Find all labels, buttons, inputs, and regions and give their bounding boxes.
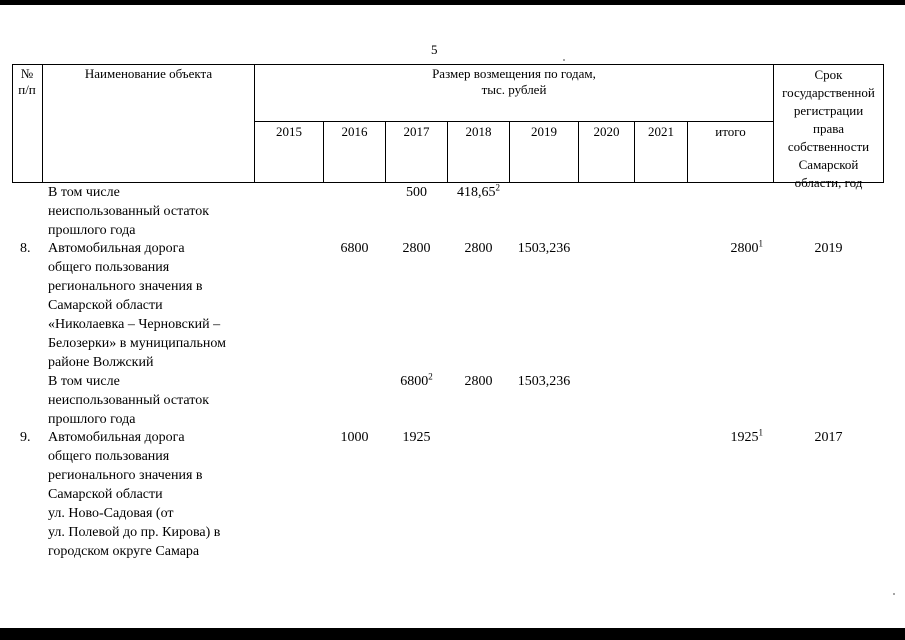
header-top-border: [12, 64, 884, 65]
value-2016: 1000: [340, 430, 369, 445]
object-name: В том числе неиспользованный остаток прошлого года: [48, 185, 209, 238]
value-total: 1925$^1$: [730, 427, 763, 445]
value-2019: 1503,236: [517, 374, 571, 389]
header-num: № п/п: [18, 66, 36, 97]
scan-border-top: [0, 0, 905, 5]
footnote-mark: 1: [758, 238, 763, 249]
registration-year: 2019: [814, 241, 843, 256]
header-total: итого: [715, 124, 746, 139]
footnote-mark: 2: [495, 182, 500, 193]
footnote-mark: 1: [758, 427, 763, 438]
year-2017: 2017: [403, 124, 430, 139]
value-2018: 2800: [464, 241, 493, 256]
value-2019: 1503,236: [517, 241, 571, 256]
col-border: [883, 64, 884, 183]
object-name: Автомобильная дорога общего пользования регионального значения в Самарской области «Николаевка – Черновский – Белозерки» в муниципальном районе Волжский: [48, 241, 227, 370]
year-2015: 2015: [276, 124, 302, 139]
value-2017: 2800: [402, 241, 431, 256]
year-2019: 2019: [531, 124, 557, 139]
value-2016: 6800: [340, 241, 369, 256]
scan-speck: [563, 59, 565, 61]
page-number: 5: [431, 42, 438, 57]
value-2018: 2800: [464, 374, 493, 389]
header-term: Срок государственной регистрации права собственности Самарской области, год: [782, 67, 875, 190]
object-name: Автомобильная дорога общего пользования регионального значения в Самарской области ул. Ново-Садовая (от ул. Полевой до пр. Кирова) в городском округе Самара: [48, 430, 221, 559]
value-2018: 418,65$^2$: [457, 182, 500, 200]
value-2017: 6800$^2$: [400, 371, 433, 389]
footnote-mark: 2: [428, 371, 433, 382]
value-total: 2800$^1$: [730, 238, 763, 256]
value-2017: 1925: [402, 430, 431, 445]
years-divider: [254, 121, 773, 122]
registration-year: 2017: [814, 430, 843, 445]
year-2020: 2020: [593, 124, 620, 139]
scan-speck: [893, 593, 895, 595]
header-amount: Размер возмещения по годам, тыс. рублей: [432, 66, 596, 97]
header-name: Наименование объекта: [84, 66, 213, 81]
row-number: 9.: [20, 430, 31, 445]
scan-border-bottom: [0, 628, 905, 640]
value-2017: 500: [406, 185, 427, 200]
object-name: В том числе неиспользованный остаток прошлого года: [48, 374, 209, 427]
year-2016: 2016: [341, 124, 368, 139]
year-2018: 2018: [465, 124, 492, 139]
year-2021: 2021: [648, 124, 674, 139]
row-number: 8.: [20, 241, 31, 256]
